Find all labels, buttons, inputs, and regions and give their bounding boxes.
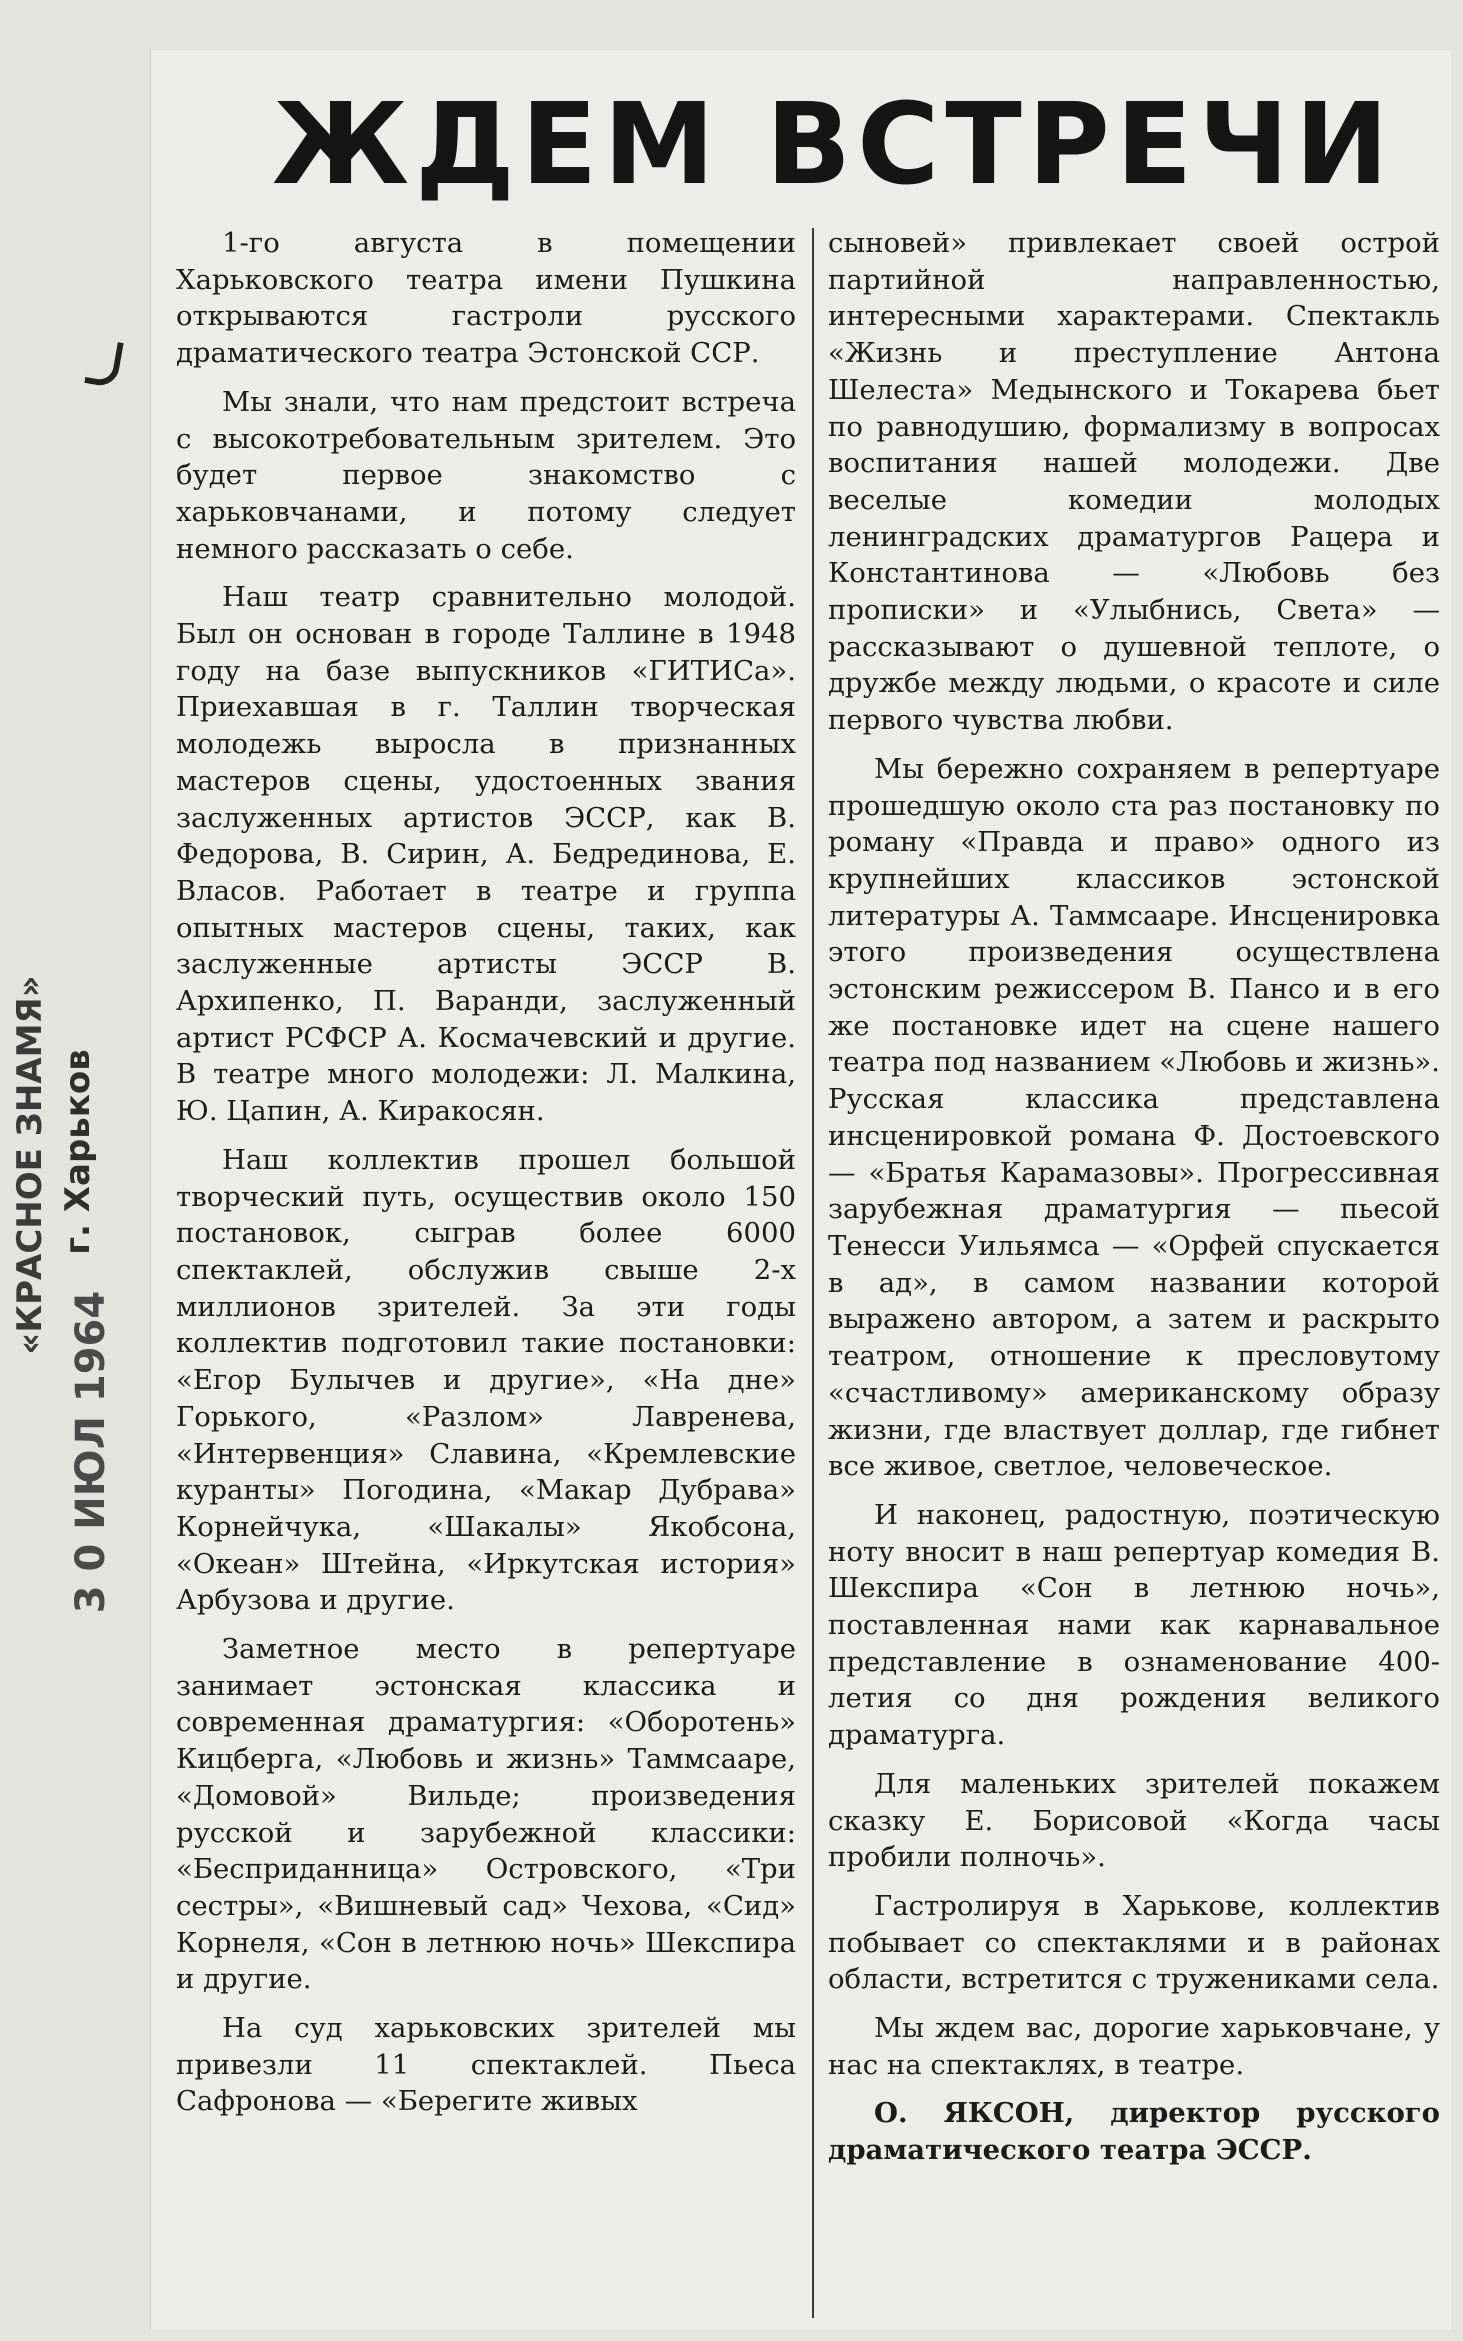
paragraph: Гастролируя в Харькове, коллектив побывает со спектаклями и в районах области, встретится с тружениками села. bbox=[828, 1889, 1440, 1996]
paragraph: Наш коллектив прошел большой творческий путь, осуществив около 150 постановок, сыграв более 6000 спектаклей, обслужив свыше 2-х миллионов зрителей. За эти годы коллектив подготовил такие постановки: «Егор Булычев и другие», «На дне» Горького, «Разлом» Лавренева, «Интервенция» Славина, «Кремлевские куранты» Погодина, «Макар Дубрава» Корнейчука, «Шакалы» Якобсона, «Океан» Штейна, «Иркутская история» Арбузова и другие. bbox=[176, 1143, 796, 1617]
paragraph: Мы знали, что нам предстоит встреча с высокотребовательным зрителем. Это будет первое знакомство с харьковчанами, и потому следует немного рассказать о себе. bbox=[176, 385, 796, 565]
article-column-left bbox=[176, 225, 796, 2132]
paragraph: Для маленьких зрителей покажем сказку Е. Борисовой «Когда часы пробили полночь». bbox=[828, 1767, 1440, 1874]
paragraph: Заметное место в репертуаре занимает эстонская классика и современная драматургия: «Оборотень» Кицберга, «Любовь и жизнь» Таммсааре, «Домовой» Вильде; произведения русской и зарубежной классики: «Бесприданница» Островского, «Три сестры», «Вишневый сад» Чехова, «Сид» Корнеля, «Сон в летнюю ночь» Шекспира и другие. bbox=[176, 1633, 796, 1996]
paragraph: сыновей» привлекает своей острой партийной направленностью, интересными характерами. Спектакль «Жизнь и преступление Антона Шелеста» Медынского и Токарева бьет по равнодушию, формализму в вопросах воспитания нашей молодежи. Две веселые комедии молодых ленинградских драматургов Рацера и Константинова — «Любовь без прописки» и «Улыбнись, Света» — рассказывают о душевной теплоте, о дружбе между людьми, о красоте и силе первого чувства любви. bbox=[828, 227, 1440, 737]
article-column-right bbox=[828, 225, 1440, 2181]
pencil-mark bbox=[84, 338, 124, 389]
paragraph: Наш театр сравнительно молодой. Был он основан в городе Таллине в 1948 году на базе выпускников «ГИТИСа». Приехавшая в г. Таллин творческая молодежь выросла в признанных мастеров сцены, удостоенных звания заслуженных артистов ЭССР, как В. Федорова, В. Сирин, А. Бедрединова, Е. Власов. Работает в театре и группа опытных мастеров сцены, таких, как заслуженные артисты ЭССР В. Архипенко, П. Варанди, заслуженный артист РСФСР А. Космачевский и другие. В театре много молодежи: Л. Малкина, Ю. Цапин, А. Киракосян. bbox=[176, 581, 796, 1128]
city-label: г. Харьков bbox=[58, 1049, 98, 1255]
paragraph: Мы бережно сохраняем в репертуаре прошедшую около ста раз постановку по роману «Правда и право» одного из крупнейших классиков эстонской литературы А. Таммсааре. Инсценировка этого произведения осуществлена эстонским режиссером В. Пансо и в его же постановке идет на сцене нашего театра под названием «Любовь и жизнь». Русская классика представлена инсценировкой романа Ф. Достоевского — «Братья Карамазовы». Прогрессивная зарубежная драматургия — пьесой Тенесси Уильямса — «Орфей спускается в ад», в самом названии которой выражено автором, а затем и раскрыто театром, отношение к пресловутому «счастливому» американскому образу жизни, где властвует доллар, где гибнет все живое, светлое, человеческое. bbox=[828, 752, 1440, 1483]
paragraph: И наконец, радостную, поэтическую ноту вносит в наш репертуар комедия В. Шекспира «Сон в летнюю ночь», поставленная нами как карнавальное представление в ознаменование 400-летия со дня рождения великого драматурга. bbox=[828, 1498, 1440, 1752]
paragraph: Мы ждем вас, дорогие харьковчане, у нас на спектаклях, в театре. bbox=[828, 2012, 1440, 2081]
paragraph: 1-го августа в помещении Харьковского театра имени Пушкина открываются гастроли русского драматического театра Эстонской ССР. bbox=[176, 227, 796, 370]
paragraph: На суд харьковских зрителей мы привезли 11 спектаклей. Пьеса Сафронова — «Берегите живых bbox=[176, 2012, 796, 2118]
column-divider bbox=[812, 228, 814, 2318]
date-stamp: 3 0 ИЮЛ 1964 bbox=[68, 1290, 114, 1614]
article-headline: ЖДЕМ ВСТРЕЧИ bbox=[272, 80, 1395, 210]
author-signature: О. ЯКСОН, директор русского драматического театра ЭССР. bbox=[828, 2097, 1440, 2167]
newspaper-name-label: «КРАСНОЕ ЗНАМЯ» bbox=[10, 975, 50, 1355]
